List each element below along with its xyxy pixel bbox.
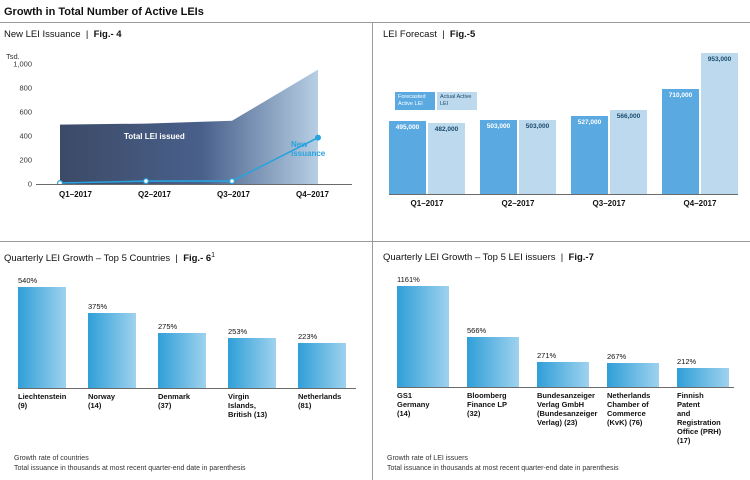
panel-fig5 xyxy=(372,23,750,241)
fig7-chart xyxy=(383,269,742,445)
fig6-xlabel-name: Virgin Islands, xyxy=(228,392,256,411)
fig7-bars xyxy=(397,275,734,387)
fig5-xlabel: Q2–2017 xyxy=(501,199,535,208)
fig7-xlabel xyxy=(607,391,659,445)
fig5-bar-value: 482,000 xyxy=(434,125,459,133)
fig7-xlabel-name: Finnish Patent xyxy=(677,391,704,409)
fig5-bar-actual xyxy=(428,123,465,194)
fig7-bar-col xyxy=(537,275,589,387)
fig7-xlabel-paren: and Registration xyxy=(677,409,721,427)
fig5-group xyxy=(662,46,738,194)
fig7-bar-label: 267% xyxy=(607,352,627,362)
panel-fig7 xyxy=(372,241,750,480)
fig6-bar-col xyxy=(228,276,276,388)
fig5-title-main: LEI Forecast xyxy=(383,29,437,40)
fig7-xlabels xyxy=(397,391,734,445)
fig7-bar xyxy=(537,362,589,387)
fig7-bar-col xyxy=(607,275,659,387)
fig7-bar xyxy=(677,368,729,387)
fig7-title-main: Quarterly LEI Growth – Top 5 LEI issuers xyxy=(383,252,556,263)
fig4-xlabels xyxy=(36,190,352,199)
fig6-xlabel-paren: (37) xyxy=(158,401,172,411)
fig7-xlabel-name: Bundesanzeiger xyxy=(537,391,595,400)
fig7-xlabel-paren2: (32) xyxy=(467,409,481,418)
fig4-point xyxy=(144,179,149,184)
fig7-title-fig: Fig.-7 xyxy=(568,252,594,263)
fig6-bar-label: 253% xyxy=(228,326,248,336)
fig6-xlabel-paren: British (13) xyxy=(228,410,268,420)
fig5-bar-value: 503,000 xyxy=(525,122,550,130)
fig6-bar xyxy=(158,333,206,388)
fig6-xlabel xyxy=(228,392,276,419)
page-title: Growth in Total Number of Active LEIs xyxy=(4,6,204,18)
fig5-xlabel: Q1–2017 xyxy=(410,199,444,208)
fig6-xlabel-paren: (81) xyxy=(298,401,312,411)
fig5-legend xyxy=(395,92,477,110)
fig4-ytick-400: 400 xyxy=(19,131,32,141)
panel-fig6 xyxy=(0,241,372,480)
fig5-bar-value: 495,000 xyxy=(395,123,420,131)
fig6-bar-label: 275% xyxy=(158,322,178,332)
fig4-area-label: Total LEI issued xyxy=(124,132,185,141)
fig5-bar-forecast xyxy=(662,89,699,194)
fig6-title-fig: Fig.- 6 xyxy=(183,253,212,265)
fig5-xlabels xyxy=(389,199,738,208)
fig4-xlabel: Q3–2017 xyxy=(217,190,250,199)
fig6-bar xyxy=(18,287,66,388)
fig6-bar-label: 540% xyxy=(18,276,38,286)
fig5-title-fig: Fig.-5 xyxy=(449,29,476,40)
fig5-group xyxy=(389,46,465,194)
fig5-legend-actual: Actual Active LEI xyxy=(437,92,477,110)
fig7-xlabel-paren3: (17) xyxy=(677,436,691,445)
fig5-bar-forecast xyxy=(571,116,608,194)
fig5-title: LEI Forecast | Fig.-5 xyxy=(383,29,476,40)
fig7-baseline xyxy=(397,387,734,388)
fig6-bars xyxy=(18,276,356,388)
fig7-footnote-line2: Total issuance in thousands at most recent quarter-end date in parenthesis xyxy=(387,464,619,472)
fig4-svg xyxy=(36,64,346,184)
fig6-xlabel-name: Netherlands xyxy=(298,392,342,402)
fig5-bar-value: 710,000 xyxy=(668,91,693,99)
fig4-title: New LEI Issuance | Fig.- 4 xyxy=(4,29,122,40)
fig7-xlabel-paren: Verlag GmbH xyxy=(537,400,585,409)
fig4-plot xyxy=(13,59,346,189)
fig4-chart xyxy=(4,44,364,219)
fig7-bar xyxy=(607,363,659,387)
fig4-line-label-line2: issuance xyxy=(291,149,326,159)
fig6-bar xyxy=(298,343,346,388)
fig5-bar-actual xyxy=(610,110,647,194)
fig5-bar-actual xyxy=(701,53,738,194)
fig5-bar-value: 953,000 xyxy=(707,55,732,63)
fig7-bar-label: 1161% xyxy=(397,275,420,284)
fig4-xlabel: Q2–2017 xyxy=(138,190,171,199)
fig7-xlabel-paren: Chamber of xyxy=(607,400,649,409)
fig6-xlabels xyxy=(18,392,356,419)
fig7-xlabel xyxy=(537,391,598,445)
fig7-xlabel-paren2: (Bundesanzeiger xyxy=(537,409,598,418)
panel-fig4 xyxy=(0,23,372,241)
fig5-group xyxy=(480,46,556,194)
fig7-xlabel xyxy=(677,391,729,445)
fig4-ytick-0: 0 xyxy=(27,179,32,189)
fig7-bar xyxy=(467,337,519,387)
fig6-xlabel xyxy=(88,392,136,419)
fig5-plot xyxy=(389,46,738,194)
fig5-baseline xyxy=(389,194,738,195)
fig7-xlabel-paren3: (KvK) (76) xyxy=(607,418,643,427)
fig6-bar-col xyxy=(18,276,66,388)
fig7-bar-col xyxy=(677,275,729,387)
fig7-footnote-line1: Growth rate of LEI issuers xyxy=(387,454,468,462)
fig6-xlabel-paren: (9) xyxy=(18,401,28,411)
fig6-bar-col xyxy=(298,276,346,388)
fig5-xlabel: Q4–2017 xyxy=(683,199,717,208)
fig4-title-main: New LEI Issuance xyxy=(4,29,81,40)
fig4-xlabel: Q1–2017 xyxy=(59,190,92,199)
fig7-bar-col xyxy=(397,275,449,387)
fig6-xlabel-name: Liechtenstein xyxy=(18,392,67,402)
fig5-xlabel: Q3–2017 xyxy=(592,199,626,208)
fig4-title-fig: Fig.- 4 xyxy=(93,29,122,40)
fig7-xlabel-name: GS1 Germany xyxy=(397,391,430,409)
fig7-xlabel-paren: Finance LP xyxy=(467,400,508,409)
fig7-xlabel xyxy=(397,391,449,445)
fig7-xlabel-name: Bloomberg xyxy=(467,391,507,400)
fig6-footnote-line1: Growth rate of countries xyxy=(14,454,89,462)
fig4-ytick-800: 800 xyxy=(19,83,32,93)
fig7-xlabel-paren2: Commerce xyxy=(607,409,646,418)
fig6-bar-label: 223% xyxy=(298,332,318,342)
fig7-title: Quarterly LEI Growth – Top 5 LEI issuers | Fig.-7 xyxy=(383,252,594,263)
fig5-chart xyxy=(383,42,742,222)
fig7-bar-label: 212% xyxy=(677,356,697,366)
fig7-bar-label: 566% xyxy=(467,325,487,335)
fig4-baseline xyxy=(36,184,352,185)
fig5-bar-forecast xyxy=(480,120,517,194)
fig7-xlabel-name: Netherlands xyxy=(607,391,651,400)
fig4-ytick-1000: 1,000 xyxy=(13,59,32,69)
fig5-bar-forecast xyxy=(389,121,426,194)
fig5-legend-forecasted: Forecasted Active LEI xyxy=(395,92,435,110)
fig5-bar-value: 527,000 xyxy=(577,119,602,127)
fig7-xlabel-paren3: Verlag) (23) xyxy=(537,418,578,427)
fig4-xlabel: Q4–2017 xyxy=(296,190,329,199)
fig6-bar-col xyxy=(158,276,206,388)
fig6-xlabel xyxy=(18,392,66,419)
fig6-xlabel-paren: (14) xyxy=(88,401,102,411)
fig6-title-main: Quarterly LEI Growth – Top 5 Countries xyxy=(4,253,171,265)
fig6-xlabel xyxy=(298,392,346,419)
fig7-xlabel xyxy=(467,391,519,445)
fig6-bar xyxy=(228,338,276,388)
fig5-bar-value: 503,000 xyxy=(486,122,511,130)
fig6-title-sup: 1 xyxy=(211,252,216,259)
fig6-xlabel-name: Denmark xyxy=(158,392,191,402)
fig4-line-label xyxy=(291,140,325,158)
fig4-unit-label: Tsd. xyxy=(6,52,20,61)
fig4-point xyxy=(230,179,235,184)
fig6-baseline xyxy=(18,388,356,389)
fig6-title: Quarterly LEI Growth – Top 5 Countries | Fig.- $6^1$ xyxy=(4,252,216,265)
fig6-bar-col xyxy=(88,276,136,388)
fig5-group xyxy=(571,46,647,194)
fig5-bar-value: 566,000 xyxy=(616,113,641,121)
fig6-chart xyxy=(4,270,364,420)
fig4-ytick-200: 200 xyxy=(19,155,32,165)
fig6-xlabel-name: Norway xyxy=(88,392,116,402)
fig7-xlabel-paren: (14) xyxy=(397,409,411,418)
fig4-area-total xyxy=(60,70,318,184)
fig7-xlabel-paren2: Office (PRH) xyxy=(677,427,722,436)
fig6-xlabel xyxy=(158,392,206,419)
fig6-footnote-line2: Total issuance in thousands at most recent quarter-end date in parenthesis xyxy=(14,464,246,472)
fig7-bar xyxy=(397,286,449,387)
fig4-line-label-line1: New xyxy=(291,140,308,149)
fig5-bar-actual xyxy=(519,120,556,194)
fig6-bar xyxy=(88,313,136,388)
fig6-bar-label: 375% xyxy=(88,302,108,312)
fig7-bar-label: 271% xyxy=(537,351,557,361)
fig7-bar-col xyxy=(467,275,519,387)
figure-grid xyxy=(0,23,750,480)
fig4-ytick-600: 600 xyxy=(19,107,32,117)
